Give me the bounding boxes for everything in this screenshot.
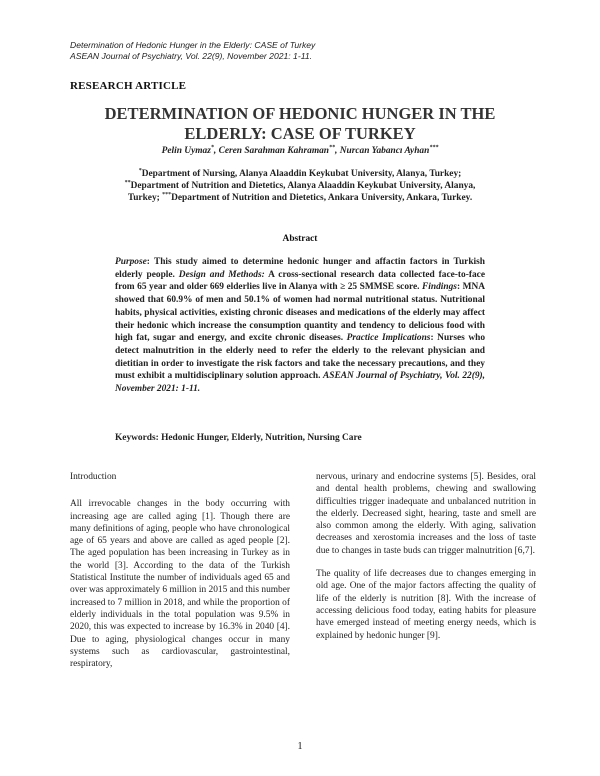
affiliation-mark: ** [124, 180, 131, 187]
findings-text: MNA showed that 60.9% of men and 50.1% of women had normal nutritional status. Nutritional habits, physical activities, existing chronic diseases and medications of the elderly may affect their hedonic which increase the consumption quantity and tendency to delicious food with high fat, sugar and energy, and excite chronic diseases. [115, 282, 485, 344]
purpose-text: This study aimed to determine hedonic hunger and affactin factors in Turkish elderly people. [115, 257, 486, 280]
keywords: Keywords: Hedonic Hunger, Elderly, Nutrition, Nursing Care [115, 433, 362, 443]
abstract-body: Purpose: This study aimed to determine hedonic hunger and affactin factors in Turkish elderly people. Design and Methods: A cross-sectional research data collected face-to-face from 65 year and older 669 elderlies live in Alanya with ≥ 25 SMMSE score. Findings: MNA showed that 60.9% of men and 50.1% of women had normal nutritional status. Nutritional habits, physical activities, existing chronic diseases and medications of the elderly may affect their hedonic which increase the consumption quantity and tendency to delicious food with high fat, sugar and energy, and excite chronic diseases. Practice Implications: Nurses who detect malnutrition in the elderly need to refer the elderly to the relevant physician and dietitian in order to investigate the risk factors and take the necessary precautions, and they must exhibit a multidisciplinary solution approach. ASEAN Journal of Psychiatry, Vol. 22(9), November 2021: 1-11. [115, 257, 486, 395]
author-name: Ceren Sarahman Kahraman [218, 146, 330, 156]
introduction-heading: Introduction [70, 472, 117, 482]
author-mark: ** [329, 144, 336, 151]
left-column [70, 471, 290, 681]
purpose-label: Purpose [115, 257, 147, 267]
title-line-1: DETERMINATION OF HEDONIC HUNGER IN THE [104, 104, 496, 123]
findings-label: Findings [422, 282, 457, 293]
body-paragraph: All irrevocable changes in the body occurring with increasing age are called aging [1]. Though there are many definitions of aging, people who have chronological age of 65 years and above are called as aged people [2]. The aged population has been increasing in Turkey as in the world [3]. According to the data of the Turkish Statistical Institute the number of individuals aged 65 and over was approximately 6 million in 2015 and this number increased to 7 million in 2018, and while the proportion of elderly individuals in the total population was 9.5% in 2020, this was expected to increase by 16.3% in 2040 [4]. Due to aging, physiological changes occur in many systems such as cardiovascular, gastrointestinal, respiratory, [70, 499, 291, 670]
implications-text: Nurses who detect malnutrition in the elderly need to refer the elderly to the relevant physician and dietitian in order to investigate the risk factors and take the necessary precautions, and they must exhibit a multidisciplinary solution approach. [115, 333, 486, 382]
design-text: A cross-sectional research data collected face-to-face from 65 year and older 669 elderlies live in Alanya with ≥ 25 SMMSE score. [115, 269, 485, 293]
abstract-heading: Abstract [282, 234, 318, 244]
article-type-label: RESEARCH ARTICLE [70, 80, 187, 92]
affiliation-mark: * [138, 167, 142, 174]
implications-label: Practice Implications [346, 333, 431, 344]
title-line-2: ELDERLY: CASE OF TURKEY [184, 123, 416, 143]
running-journal: ASEAN Journal of Psychiatry, Vol. 22(9), November 2021: 1-11. [70, 50, 313, 61]
affiliation-mark: *** [162, 192, 172, 199]
body-paragraph: nervous, urinary and endocrine systems [5]. Besides, oral and dental health problems, chewing and swallowing difficulties trigger inadequate and unbalanced nutrition in the elderly. Decreased sight, hearing, taste and smell are also common among the elderly. With aging, salivation decreases and xerostomia increases and the loss of taste due to changes in taste buds can trigger malnutrition [6,7]. [316, 472, 536, 556]
body-paragraph: The quality of life decreases due to changes emerging in old age. One of the major factors affecting the quality of life of the elderly is nutrition [8]. With the increase of accessing delicious food today, eating habits for pleasure have emerged instead of meeting energy needs, which is explained by hedonic hunger [9]. [316, 569, 536, 641]
affiliations [120, 168, 480, 205]
running-title: Determination of Hedonic Hunger in the Elderly: CASE of Turkey [70, 40, 316, 50]
author-name: Nurcan Yabancı Ayhan [339, 146, 430, 156]
running-header [70, 40, 315, 61]
author-mark: *** [429, 144, 439, 151]
affiliation: Department of Nursing, Alanya Alaaddin Keykubat University, Alanya, Turkey; [141, 169, 462, 179]
abstract-citation: ASEAN Journal of Psychiatry, Vol. 22(9), November 2021: 1-11. [115, 371, 485, 395]
design-label: Design and Methods: [178, 269, 265, 280]
author-mark: * [210, 144, 214, 151]
page-number: 1 [297, 741, 303, 752]
author-name: Pelin Uymaz [161, 146, 211, 156]
article-title [0, 104, 600, 143]
right-column [316, 471, 536, 653]
author-list: Pelin Uymaz*, Ceren Sarahman Kahraman**, Nurcan Yabancı Ayhan*** [161, 144, 439, 156]
affiliation: Department of Nutrition and Dietetics, Alanya Alaaddin Keykubat University, Alanya, Turkey; [127, 181, 476, 204]
affiliation: Department of Nutrition and Dietetics, Ankara University, Ankara, Turkey. [171, 193, 473, 204]
